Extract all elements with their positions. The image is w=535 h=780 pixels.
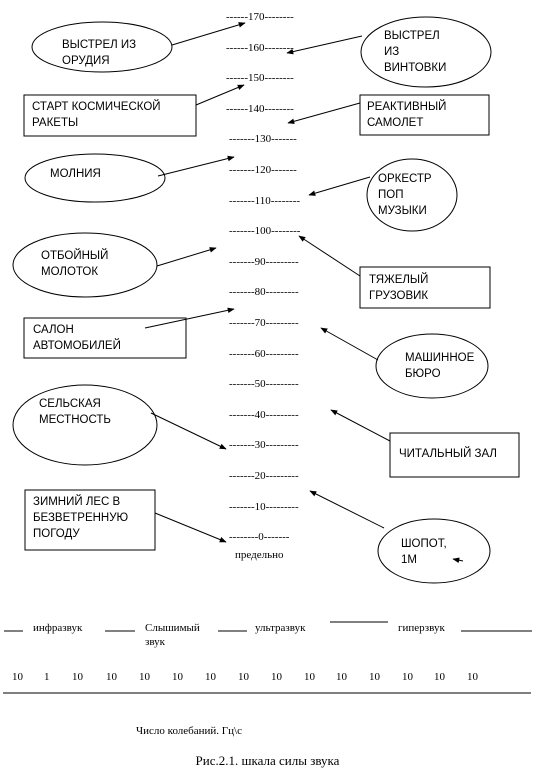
label-typing-office: МАШИННОЕ БЮРО <box>405 352 475 380</box>
scale-tick: ------160-------- <box>226 41 294 54</box>
arrow-rifle-shot <box>287 36 362 53</box>
frequency-power: 10 <box>271 671 282 683</box>
arrow-reading-room <box>331 410 390 441</box>
label-rifle-shot: ВЫСТРЕЛ ИЗ ВИНТОВКИ <box>384 30 447 74</box>
figure-caption: Рис.2.1. шкала силы звука <box>195 753 340 768</box>
scale-tick: -------80--------- <box>229 286 299 299</box>
label-pop-orchestra: ОРКЕСТР ПОП МУЗЫКИ <box>378 173 432 217</box>
scale-tick: -------110-------- <box>229 194 301 207</box>
label-jackhammer: ОТБОЙНЫЙ МОЛОТОК <box>41 250 109 278</box>
scale-tick: -------100-------- <box>229 225 301 238</box>
arrow-winter-forest <box>155 513 226 542</box>
scale-tick: ------150-------- <box>226 72 294 85</box>
label-heavy-truck: ТЯЖЕЛЫЙ ГРУЗОВИК <box>369 274 429 302</box>
frequency-power: 10 <box>238 671 249 683</box>
scale-bottom-note: предельно <box>235 549 284 561</box>
band-audible: Слышимый звук <box>145 622 200 648</box>
arrow-typing-office <box>321 328 378 360</box>
frequency-power: 10 <box>172 671 183 683</box>
scale-tick: -------20--------- <box>229 470 299 482</box>
frequency-power: 10 <box>304 671 315 683</box>
label-car-interior: САЛОН АВТОМОБИЛЕЙ <box>33 324 121 352</box>
scale-tick: -------120------- <box>229 164 297 176</box>
frequency-power: 10 <box>369 671 380 683</box>
arrow-jackhammer <box>157 248 216 266</box>
axis-label: Число колебаний. Гц\с <box>136 725 242 737</box>
arrow-jet-plane <box>288 103 360 123</box>
frequency-power: 10 <box>72 671 83 683</box>
frequency-power: 10 <box>139 671 150 683</box>
label-jet-plane: РЕАКТИВНЫЙ САМОЛЕТ <box>367 101 447 129</box>
scale-tick: -------50--------- <box>229 378 299 391</box>
frequency-power: 10 <box>402 671 413 683</box>
scale-tick: -------60--------- <box>229 347 299 360</box>
frequency-power: 10 <box>467 671 478 683</box>
label-lightning: МОЛНИЯ <box>50 168 101 180</box>
scale-tick: -------90--------- <box>229 255 299 268</box>
scale-tick: ------140-------- <box>226 102 294 115</box>
arrow-pop-orchestra <box>309 177 370 195</box>
label-reading-room: ЧИТАЛЬНЫЙ ЗАЛ <box>399 448 497 460</box>
frequency-power: 10 <box>106 671 117 683</box>
scale-tick: ------170-------- <box>226 11 294 23</box>
label-gun-shot: ВЫСТРЕЛ ИЗ ОРУДИЯ <box>62 39 137 67</box>
scale-tick: -------10--------- <box>229 500 299 513</box>
frequency-power: 10 <box>12 671 23 683</box>
frequency-power: 10 <box>205 671 216 683</box>
label-countryside: СЕЛЬСКАЯ МЕСТНОСТЬ <box>39 398 111 426</box>
arrow-lightning <box>158 157 234 176</box>
frequency-power: 10 <box>434 671 445 683</box>
scale-tick: -------30--------- <box>229 439 299 452</box>
arrow-whisper <box>310 491 384 528</box>
scale-tick: -------70--------- <box>229 317 299 329</box>
label-rocket-launch: СТАРТ КОСМИЧЕСКОЙ РАКЕТЫ <box>32 101 161 129</box>
frequency-power: 10 <box>336 671 347 683</box>
scale-tick: -------130------- <box>229 133 297 146</box>
arrow-countryside <box>151 413 226 449</box>
scale-tick: -------40--------- <box>229 408 299 421</box>
arrow-heavy-truck <box>299 236 360 276</box>
label-whisper: ШОПОТ, 1М <box>401 538 447 566</box>
band-infrasound: инфразвук <box>33 622 83 634</box>
frequency-power: 1 <box>44 671 50 683</box>
scale-tick: --------0------- <box>229 531 290 544</box>
label-winter-forest: ЗИМНИЙ ЛЕС В БЕЗВЕТРЕННУЮ ПОГОДУ <box>33 496 129 540</box>
band-ultrasound: ультразвук <box>255 622 306 634</box>
band-hypersound: гиперзвук <box>398 622 445 634</box>
